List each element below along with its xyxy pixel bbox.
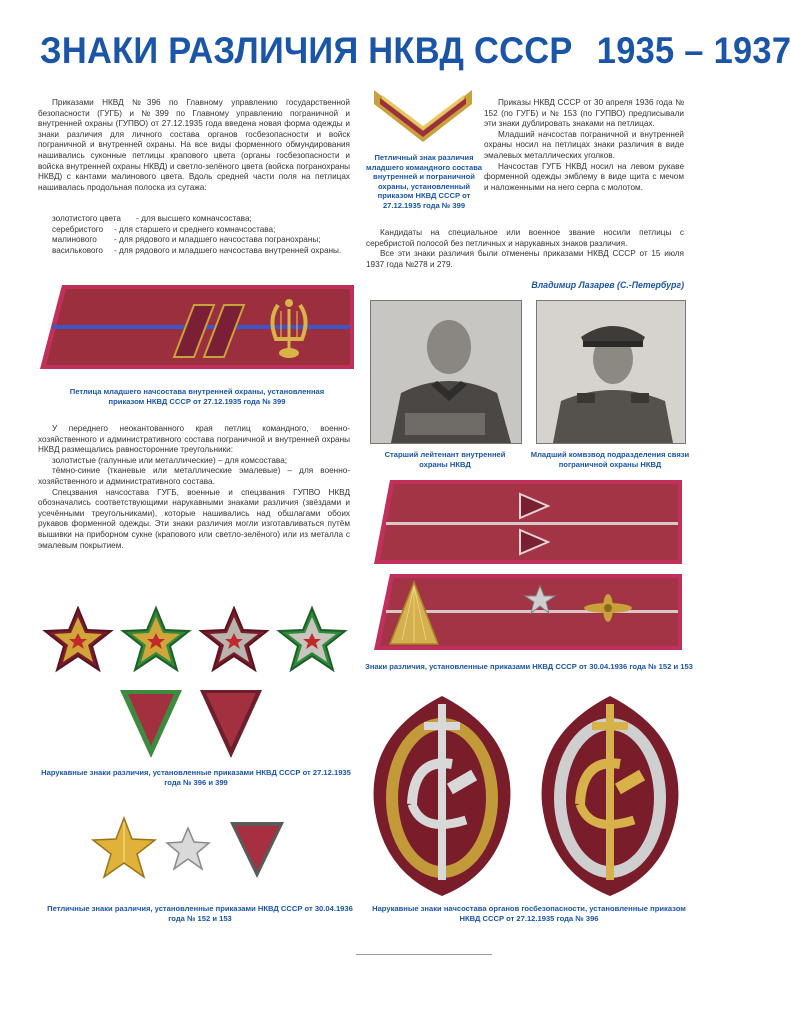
collar-tab-triangles-image [372,478,684,566]
title-years: 1935 – 1937 [596,30,791,71]
collar-tab-caption: Петлица младшего начсостава внутренней охраны, установленная приказом НКВД СССР от 27.12.1935 года № 399 [69,387,325,406]
middle-paragraph: Спецзвания начсостава ГУГБ, военные и спецзвания ГУПВО НКВД обозначались соответствующими нарукавными знаками различия (звёздами и усечёнными треугольниками), которые нашивались над обшлагами обоих рукавов форменной одежды. Эти знаки различия могли изготавливаться путём вышивки на приборном сукне (крапового или светло-зелёного) или из металла с эмалевым покрытием. [38,487,350,550]
right-text-wide [366,228,684,270]
collar-tab-star-image [372,572,684,652]
middle-paragraph: золотистые (галунные или металлические) – для комсостава; [52,455,288,465]
middle-text [38,424,350,551]
sleeve-emblem-caption: Нарукавные знаки начсостава органов госбезопасности, установленные приказом НКВД СССР от 27.12.1935 года № 396 [372,904,686,923]
photo-left-caption: Старший лейтенант внутренней охраны НКВД [384,450,506,469]
intro-paragraph: Приказами НКВД №396 по Главному управлению государственной безопасности (ГУГБ) и №399 по Главному управлению пограничной и внутренней охраны (ГУПВО) от 27.12.1935 года введена новая форма одежды и знаки различия для личного состава органов госбезопасности и войск пограничной и внутренней охраны. На все виды форменного обмундирования нашивались суконные петлицы крапового цвета (органы госбезопасности и войска внутренней охраны НКВД) и светло-зелёного цвета (войска погранохраны НКВД) с кантами малинового цвета. Вдоль средней части поля на петлицах нашивалась продольная полоска из сутажа: [38,98,350,192]
right-paragraph: Все эти знаки различия были отменены приказами НКВД СССР от 15 июля 1937 года №278 и 279. [366,249,684,269]
right-paragraph: Кандидаты на специальное или военное звание носили петлицы с серебристой полосой без петличных и нарукавных знаков различия. [366,228,684,248]
collar-1936-caption: Петличные знаки различия, установленные приказами НКВД СССР от 30.04.1936 года № 152 и 153 [47,904,353,923]
bottom-divider [356,954,492,955]
sleeve-chevrons-image [116,688,266,760]
sleeve-emblems-image [368,690,686,898]
right-paragraph: Младший начсостав пограничной и внутренней охраны носил на петлицах знаки различия в виде эмалевых металлических уголков. [484,129,684,160]
list-item: золотистого цвета - для высшего комначсостава; [52,214,252,223]
photo-senior-lieutenant [370,300,522,444]
author: Владимир Лазарев (С.-Петербург) [531,280,684,290]
list-item: василькового - для рядового и младшего начсостава внутренней охраны. [52,245,342,255]
right-paragraph: Приказы НКВД СССР от 30 апреля 1936 года № 152 (по ГУГБ) и № 153 (по ГУПВО) предписывали эти знаки дублировать знаками на петлицах. [484,98,684,129]
intro-text [38,98,350,193]
collar-tab-image [38,283,356,371]
metal-collar-insignia-image [88,816,288,884]
photo-right-caption: Младший комвзвод подразделения связи пограничной охраны НКВД [530,450,690,469]
right-paragraph: Начсостав ГУГБ НКВД носил на левом рукаве форменной одежды эмблему в виде щита с мечом и наложенными на него серпа с молотом. [484,161,684,192]
middle-paragraph: У переднего неокантованного края петлиц командного, военно-хозяйственного и административного состава пограничной и внутренней охраны НКВД размещались равносторонние треугольники: [38,424,350,455]
middle-paragraph: тёмно-синие (тканевые или металлические эмалевые) – для военно-хозяйственного и административного состава. [38,466,350,486]
list-item: малинового - для рядового и младшего начсостава погранохраны; [52,235,321,245]
chevron-badge-image [374,90,472,146]
list-item: серебристого - для старшего и среднего комначсостава; [52,224,276,234]
tabs-1936-caption: Знаки различия, установленные приказами НКВД СССР от 30.04.1936 года № 152 и 153 [365,662,693,671]
title-text: ЗНАКИ РАЗЛИЧИЯ НКВД СССР [40,30,573,71]
embroidered-stars-image [40,604,350,680]
stripe-color-list [38,214,358,256]
right-text [484,98,684,193]
sleeve-1935-caption: Нарукавные знаки различия, установленные приказами НКВД СССР от 27.12.1935 года № 396 и 399 [41,768,351,787]
chevron-caption: Петличный знак различия младшего командного состава внутренней и пограничной охраны, установленный приказом НКВД СССР от 27.12.1935 года № 399 [366,153,482,210]
page-title [40,30,791,72]
photo-junior-platoon-commander [536,300,686,444]
